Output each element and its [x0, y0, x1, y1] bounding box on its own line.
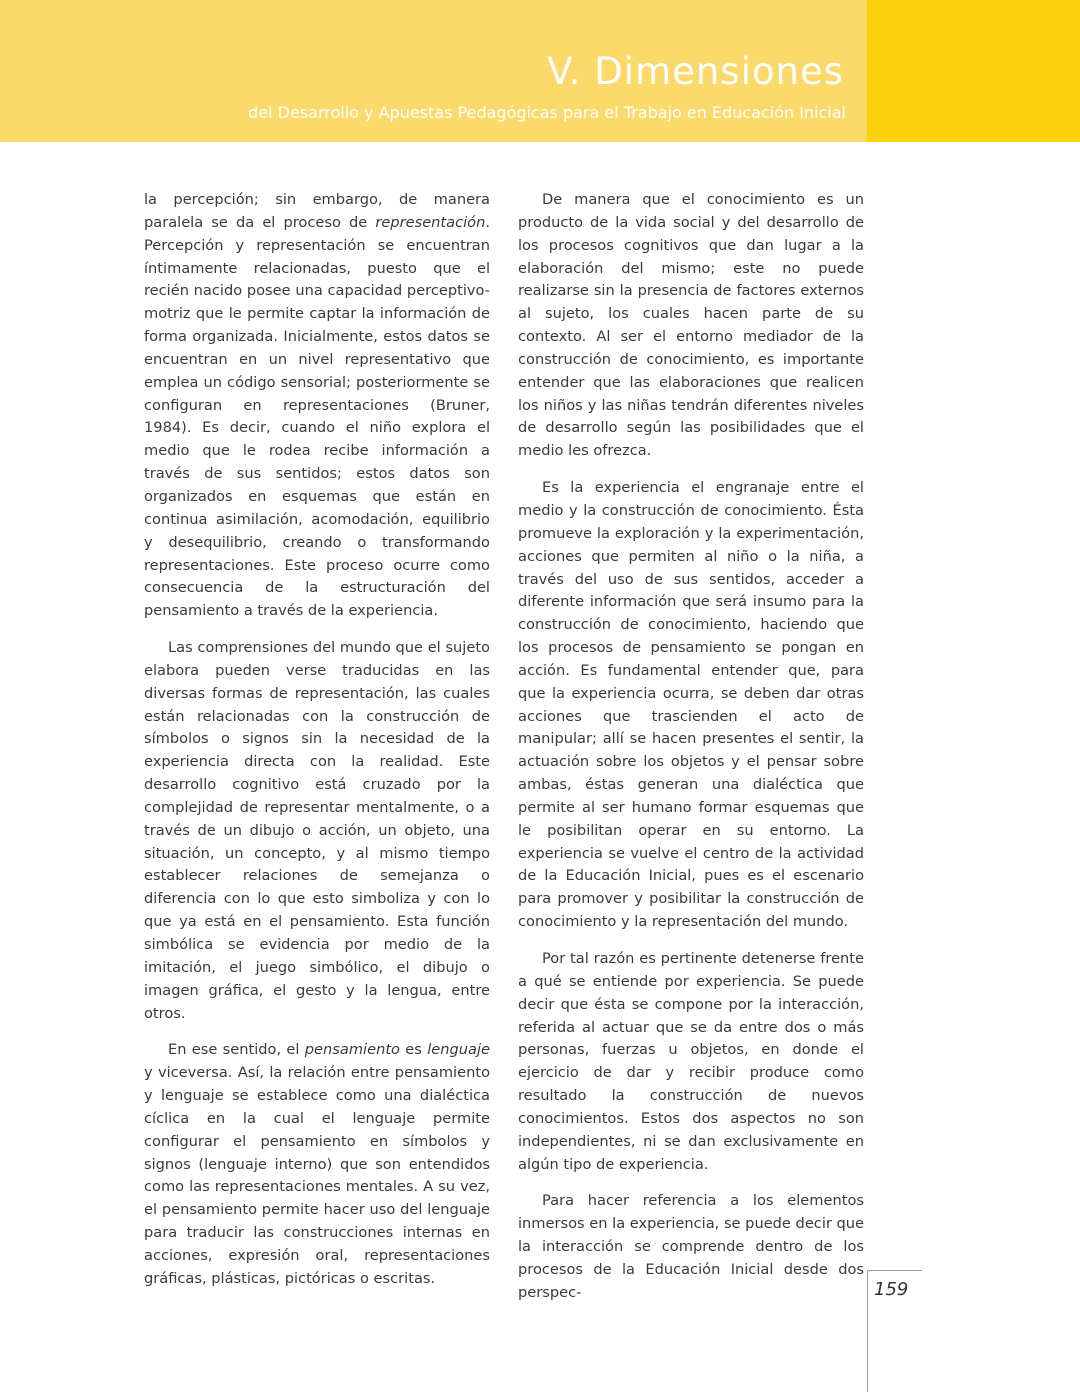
paragraph: Las comprensiones del mundo que el sujeto elabora pueden verse traducidas en las diversas formas de representación, las cuales están relacionadas con la construcción de símbolos o signos sin la necesidad de la experiencia directa con la realidad. Este desarrollo cognitivo está cruzado por la complejidad de representar mentalmente, o a través de un dibujo o acción, un objeto, una situación, un concepto, y al mismo tiempo establecer relaciones de semejanza o diferencia con lo que esto simboliza y con lo que ya está en el pensamiento. Esta función simbólica se evidencia por medio de la imitación, el juego simbólico, el dibujo o imagen gráfica, el gesto y la lengua, entre otros. [144, 639, 490, 1022]
chapter-title: V. Dimensiones [547, 50, 844, 93]
right-text-column [518, 189, 864, 1319]
paragraph [144, 189, 490, 623]
paragraph: Por tal razón es pertinente detenerse frente a qué se entiende por experiencia. Se puede decir que ésta se compone por la interacción, referida al actuar que se da entre dos o más personas, fuerzas u objetos, en donde el ejercicio de dar y recibir produce como resultado la construcción de nuevos conocimientos. Estos dos aspectos no son independientes, ni se dan exclusivamente en algún tipo de experiencia. [518, 950, 864, 1173]
paragraph-text: . Percepción y representación se encuentran íntimamente relacionadas, puesto que el recién nacido posee una capacidad perceptivo-motriz que le permite captar la información de forma organizada. Inicialmente, estos datos se encuentran en un nivel representativo que emplea un código sensorial; posteriormente se configuran en representaciones (Bruner, 1984). Es decir, cuando el niño explora el medio que le rodea recibe información a través de sus sentidos; estos datos son organizados en esquemas que están en continua asimilación, acomodación, equilibrio y desequilibrio, creando o transformando representaciones. Este proceso ocurre como consecuencia de la estructuración del pensamiento a través de la experiencia. [144, 213, 490, 620]
emphasis-text: lenguaje [427, 1041, 490, 1059]
folio-rule-horizontal [867, 1270, 922, 1271]
chapter-subtitle: del Desarrollo y Apuestas Pedagógicas para el Trabajo en Educación Inicial [248, 103, 846, 122]
emphasis-text: pensamiento [304, 1041, 400, 1059]
chapter-header-accent-block [867, 0, 1080, 142]
paragraph: Es la experiencia el engranaje entre el medio y la construcción de conocimiento. Ésta promueve la exploración y la experimentación, acciones que permiten al niño o la niña, a través del uso de sus sentidos, acceder a diferente información que será insumo para la construcción de conocimiento, haciendo que los procesos de pensamiento se pongan en acción. Es fundamental entender que, para que la experiencia ocurra, se deben dar otras acciones que trascienden el acto de manipular; allí se hacen presentes el sentir, la actuación sobre los objetos y el pensar sobre ambas, éstas generan una dialéctica que permite al ser humano formar esquemas que le posibilitan operar en su entorno. La experiencia se vuelve el centro de la actividad de la Educación Inicial, pues es el escenario para promover y posibilitar la construcción de conocimiento y la representación del mundo. [518, 479, 864, 931]
paragraph-text: es [399, 1041, 428, 1059]
left-text-column [144, 189, 490, 1305]
paragraph [144, 1039, 490, 1290]
paragraph-text: y viceversa. Así, la relación entre pensamiento y lenguaje se establece como una dialéctica cíclica en la cual el lenguaje permite configurar el pensamiento en símbolos y signos (lenguaje interno) que son entendidos como las representaciones mentales. A su vez, el pensamiento permite hacer uso del lenguaje para traducir las construcciones internas en acciones, expresión oral, representaciones gráficas, plásticas, pictóricas o escritas. [144, 1064, 490, 1287]
paragraph-text: En ese sentido, el [168, 1041, 305, 1059]
paragraph-text: la percepción; sin embargo, de manera paralela se da el proceso de [144, 191, 490, 231]
folio-rule-vertical [867, 1270, 868, 1392]
page-number: 159 [874, 1279, 909, 1300]
paragraph: De manera que el conocimiento es un producto de la vida social y del desarrollo de los procesos cognitivos que dan lugar a la elaboración del mismo; este no puede realizarse sin la presencia de factores externos al sujeto, los cuales hacen parte de su contexto. Al ser el entorno mediador de la construcción de conocimiento, es importante entender que las elaboraciones que realicen los niños y las niñas tendrán diferentes niveles de desarrollo según las posibilidades que el medio les ofrezca. [518, 191, 864, 460]
emphasis-text: representación [375, 213, 486, 231]
paragraph: Para hacer referencia a los elementos inmersos en la experiencia, se puede decir que la interacción se comprende dentro de los procesos de la Educación Inicial desde dos perspec- [518, 1192, 865, 1301]
